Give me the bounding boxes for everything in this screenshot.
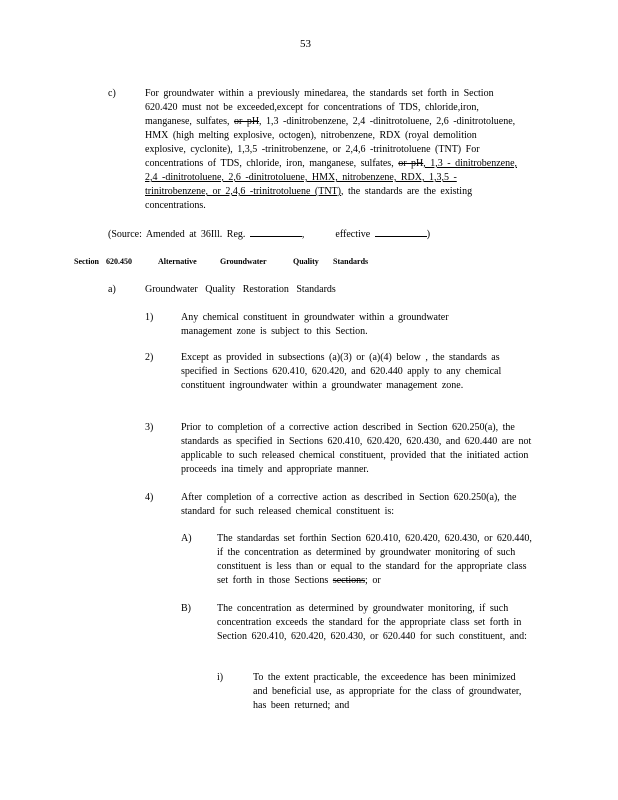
source-comma: ,: [301, 229, 305, 240]
subitem-A-strike: sections: [332, 575, 366, 586]
item-3-text: Prior to completion of a corrective action described in Section 620.250(a), the standards as specified in Sections 620.410, 620.420, 620.430, and 620.440 are not applicable to such released chemical constituent, provided that the initiated action proceeds ina timely and appropriate manner.: [181, 422, 532, 475]
item-1-text: Any chemical constituent in groundwater within a groundwater management zone is subject to this Section.: [181, 312, 449, 337]
subsection-a-label: a): [108, 284, 116, 295]
heading-word-quality: Quality: [293, 257, 319, 266]
section-c-label: c): [108, 88, 116, 99]
source-close: ): [426, 229, 431, 240]
item-4-text: After completion of a corrective action as described in Section 620.250(a), the standard for such released chemical constituent is:: [181, 492, 517, 517]
section-c-text-2: , 1,3 -dinitrobenzene, 2,4 -dinitrotoluene, 2,6 -dinitrotoluene, HMX (high melting explosive, octogen), nitrobenzene, RDX (royal demolition explosive, cyclonite), 1,3,5 -trinitrobenzene, or 2,4,6 -trinitrotoluene (TNT) For concentrations of TDS, chloride, iron, manganese, sulfates,: [145, 116, 516, 169]
item-2-label: 2): [145, 352, 154, 363]
section-c-paragraph: [145, 87, 517, 213]
subitem-A-body: The standardas set forthin Section 620.410, 620.420, 620.430, or 620.440, if the concentration as determined by groundwater monitoring of such constituent is less than or equal to the standard for the appropriate class set forth in those Sections: [217, 533, 532, 586]
subsection-a-title: Groundwater Quality Restoration Standards: [145, 284, 336, 295]
effective-blank: [375, 226, 427, 237]
register-blank: [250, 226, 302, 237]
subitem-A-label: A): [181, 533, 192, 544]
item-3-label: 3): [145, 422, 154, 433]
section-c-underline: , 1,3 - dinitrobenzene, 2,4 -dinitrotoluene, 2,6 -dinitrotoluene, HMX, nitrobenzene, RDX, 1,3,5 -trinitrobenzene, or 2,4,6 -trinitrotoluene (TNT): [145, 158, 518, 197]
item-4-label: 4): [145, 492, 154, 503]
subitem-A-text: [217, 532, 535, 588]
source-line: [108, 226, 528, 242]
subitem-i-text: To the extent practicable, the exceedence has been minimized and beneficial use, as appropriate for the class of groundwater, has been returned; and: [253, 672, 522, 711]
subitem-B-text: The concentration as determined by groundwater monitoring, if such concentration exceeds the standard for the appropriate class set forth in Section 620.410, 620.420, 620.430, or 620.440 for such constituent, and:: [217, 603, 527, 642]
item-1-label: 1): [145, 312, 154, 323]
heading-word-standards: Standards: [333, 257, 369, 266]
heading-section: Section: [74, 257, 99, 266]
heading-word-alternative: Alternative: [158, 257, 197, 266]
source-prefix: (Source: Amended at 36Ill. Reg.: [108, 229, 246, 240]
source-effective: effective: [335, 229, 371, 240]
section-c-text-1: For groundwater within a previously minedarea, the standards set forth in Section 620.420 must not be exceeded,except for concentrations of TDS, chloride,iron, manganese, sulfates,: [145, 88, 494, 127]
subitem-B-label: B): [181, 603, 191, 614]
page-number: 53: [300, 38, 311, 50]
section-c-strike-2: or pH: [398, 158, 424, 169]
section-c-text-3: , the standards are the existing concentrations.: [145, 186, 473, 211]
heading-word-groundwater: Groundwater: [220, 257, 267, 266]
section-c-strike-1: or pH: [233, 116, 260, 127]
subitem-i-label: i): [217, 672, 224, 683]
item-2-text: Except as provided in subsections (a)(3) or (a)(4) below , the standards as specified in Sections 620.410, 620.420, and 620.440 apply to any chemical constituent ingroundwater within a groundwater management zone.: [181, 352, 502, 391]
subitem-A-tail: ; or: [365, 575, 381, 586]
heading-number: 620.450: [106, 257, 132, 266]
